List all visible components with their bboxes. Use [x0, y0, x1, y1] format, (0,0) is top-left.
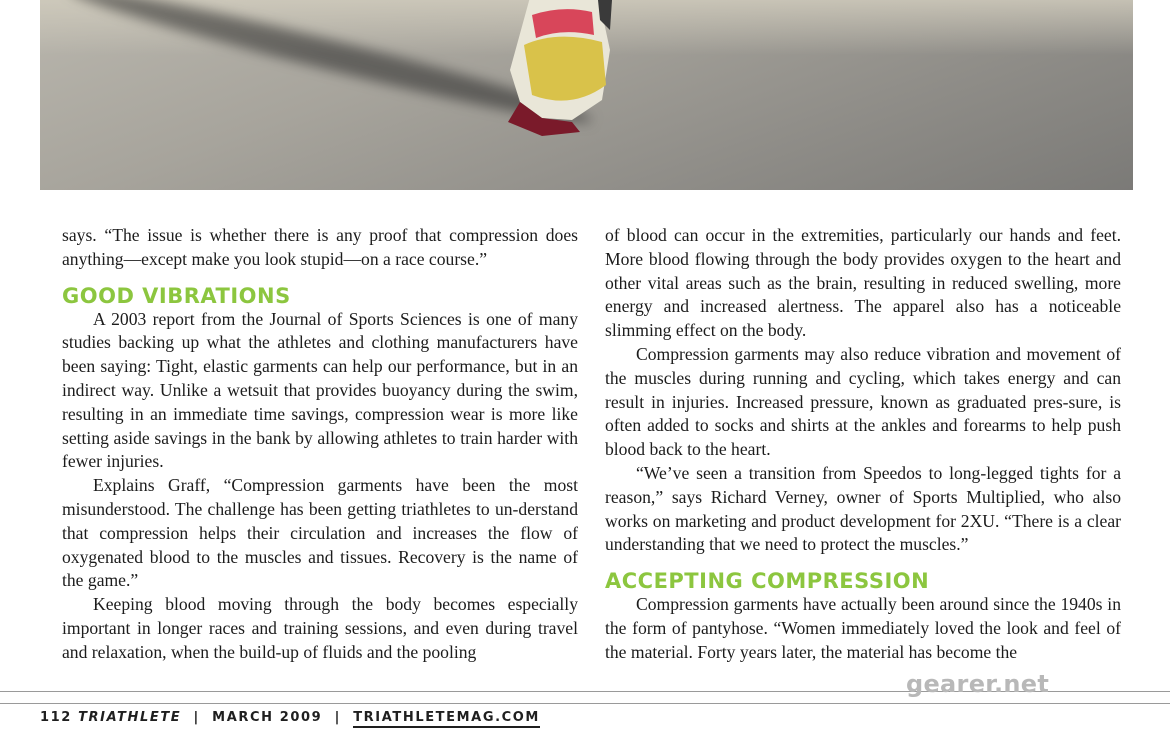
hero-photo-runner-shoe: [40, 0, 1133, 190]
section-heading-accepting-compression: ACCEPTING COMPRESSION: [605, 569, 930, 594]
page-number: 112: [40, 710, 72, 725]
magazine-name: TRIATHLETE: [78, 710, 182, 725]
website-link[interactable]: TRIATHLETEMAG.COM: [353, 710, 540, 728]
footer-separator: |: [334, 710, 341, 725]
section-heading-good-vibrations: GOOD VIBRATIONS: [62, 283, 291, 308]
body-paragraph: Keeping blood moving through the body becomes especially important in longer races and training sessions, and even during travel and relaxation, when the build-up of fluids and the pooling: [62, 594, 578, 662]
footer-separator: |: [193, 710, 200, 725]
body-paragraph: Compression garments may also reduce vibration and movement of the muscles during running and cycling, which takes energy and can result in injuries. Increased pressure, known as graduated pres-sure, is often added to socks and shirts at the ankles and forearms to help push blood back to the heart.: [605, 343, 1121, 460]
right-text-column: [605, 224, 1121, 665]
body-paragraph: A 2003 report from the Journal of Sports Sciences is one of many studies backing up what the athletes and clothing manufacturers have been saying: Tight, elastic garments can help our performance, but in an indirect way. Unlike a wetsuit that provides buoyancy during the swim, resulting in an immediate time savings, compression wear is more like setting aside savings in the bank by allowing athletes to train harder with fewer injuries.: [62, 308, 578, 472]
body-paragraph: of blood can occur in the extremities, particularly our hands and feet. More blood flowing through the body provides oxygen to the heart and other vital areas such as the brain, resulting in reduced swelling, more energy and increased alertness. The apparel also has a noticeable slimming effect on the body.: [605, 225, 1121, 341]
running-shoe-illustration: [502, 0, 612, 140]
footer-rule-bottom: [0, 703, 1170, 704]
page-footer: [40, 710, 540, 725]
watermark-text: gearer.net: [906, 670, 1050, 698]
body-paragraph: Compression garments have actually been around since the 1940s in the form of pantyhose. “Women immediately loved the look and feel of the material. Forty years later, the material has become the: [605, 594, 1121, 662]
body-paragraph: Explains Graff, “Compression garments have been the most misunderstood. The challenge has been getting triathletes to un-derstand that compression helps their circulation and increases the flow of oxygenated blood to the muscles and tissues. Recovery is the name of the game.”: [62, 475, 578, 591]
body-paragraph: “We’ve seen a transition from Speedos to long-legged tights for a reason,” says Richard Verney, owner of Sports Multiplied, who also works on marketing and product development for 2XU. “There is a clear understanding that we need to protect the muscles.”: [605, 462, 1121, 555]
body-paragraph: says. “The issue is whether there is any proof that compression does anything—except make you look stupid—on a race course.”: [62, 225, 578, 269]
left-text-column: [62, 224, 578, 665]
issue-date: MARCH 2009: [212, 710, 323, 725]
